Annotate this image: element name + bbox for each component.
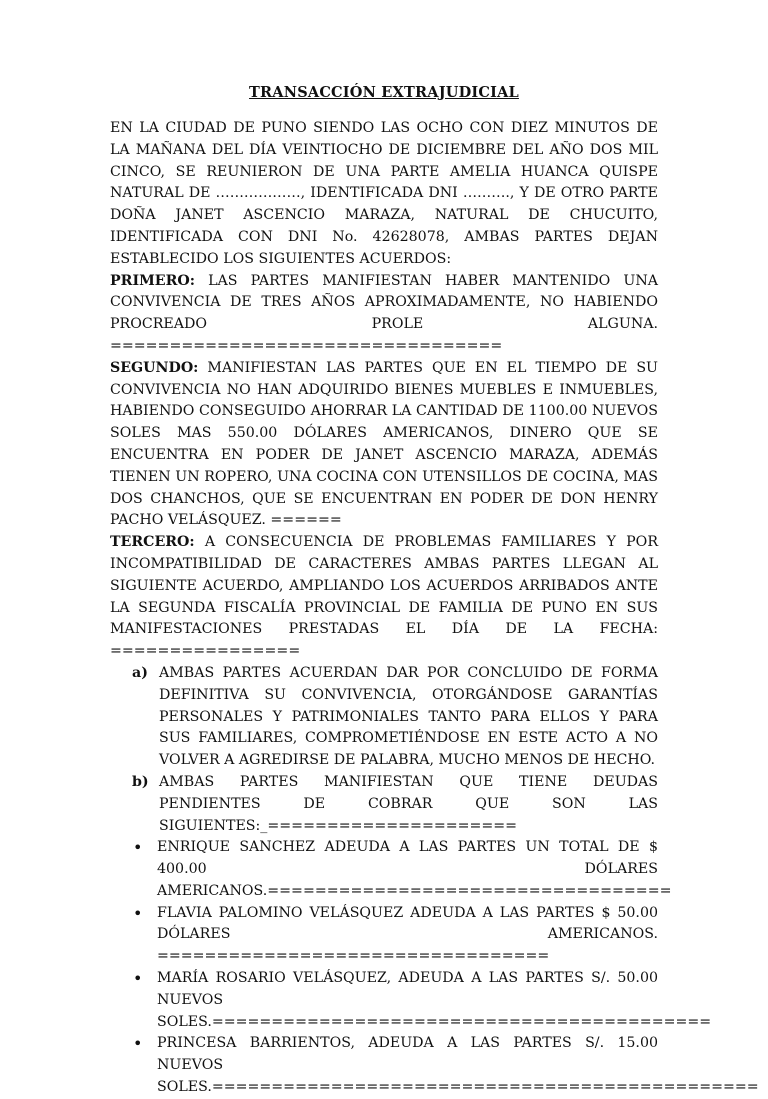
debt-item (110, 903, 658, 968)
debt-item (110, 837, 672, 902)
clause-text: MANIFIESTAN LAS PARTES QUE EN EL TIEMPO DE SU CONVIVENCIA NO HAN ADQUIRIDO BIENES MUEBLES E INMUEBLES, HABIENDO CONSEGUIDO AHORRAR LA CANTIDAD DE 1100.00 NUEVOS SOLES MAS 550.00 DÓLARES AMERICANOS, DINERO QUE SE ENCUENTRA EN PODER DE JANET ASCENCIO MARAZA, ADEMÁS TIENEN UN ROPERO, UNA COCINA CON UTENSILLOS DE COCINA, MAS DOS CHANCHOS, QUE SE ENCUENTRAN EN PODER DE DON HENRY PACHO VELÁSQUEZ. ====== (110, 359, 658, 529)
bullet-icon: • (133, 969, 143, 989)
document-body (110, 118, 759, 1099)
bullet-icon: • (133, 1034, 143, 1054)
clause-text: A CONSECUENCIA DE PROBLEMAS FAMILIARES Y POR INCOMPATIBILIDAD DE CARACTERES AMBAS PARTES LLEGAN AL SIGUIENTE ACUERDO, AMPLIANDO LOS ACUERDOS ARRIBADOS ANTE LA SEGUNDA FISCALÍA PROVINCIAL DE FAMILIA DE PUNO EN SUS MANIFESTACIONES PRESTADAS EL DÍA DE LA FECHA: ================ (110, 534, 658, 660)
bullet-icon: • (133, 903, 143, 923)
sublist-item-b (110, 772, 658, 837)
clause-text: LAS PARTES MANIFIESTAN HABER MANTENIDO UNA CONVIVENCIA DE TRES AÑOS APROXIMADAMENTE, NO HABIENDO PROCREADO PROLE ALGUNA. ================================= (110, 272, 658, 354)
debt-text: ENRIQUE SANCHEZ ADEUDA A LAS PARTES UN TOTAL DE $ 400.00 DÓLARES AMERICANOS.================================== (157, 839, 672, 899)
intro-paragraph: EN LA CIUDAD DE PUNO SIENDO LAS OCHO CON DIEZ MINUTOS DE LA MAÑANA DEL DÍA VEINTIOCHO DE DICIEMBRE DEL AÑO DOS MIL CINCO, SE REUNIERON DE UNA PARTE AMELIA HUANCA QUISPE NATURAL DE ………………, IDENTIFICADA DNI ………., Y DE OTRO PARTE DOÑA JANET ASCENCIO MARAZA, NATURAL DE CHUCUITO, IDENTIFICADA CON DNI No. 42628078, AMBAS PARTES DEJAN ESTABLECIDO LOS SIGUIENTES ACUERDOS: (110, 120, 658, 267)
debt-text: PRINCESA BARRIENTOS, ADEUDA A LAS PARTES S/. 15.00 NUEVOS SOLES.============================================== (157, 1035, 759, 1096)
sublist-marker: b) (132, 773, 149, 790)
document-title: TRANSACCIÓN EXTRAJUDICIAL (249, 84, 519, 101)
debt-text: MARÍA ROSARIO VELÁSQUEZ, ADEUDA A LAS PARTES S/. 50.00 NUEVOS SOLES.========================================== (157, 970, 712, 1030)
clause-lead: TERCERO: (110, 534, 195, 551)
debt-item (110, 1033, 759, 1098)
clause-primero (110, 271, 658, 358)
clause-tercero (110, 532, 658, 663)
debt-text: FLAVIA PALOMINO VELÁSQUEZ ADEUDA A LAS PARTES $ 50.00 DÓLARES AMERICANOS. ================================= (157, 904, 658, 965)
clause-lead: SEGUNDO: (110, 359, 199, 376)
sublist-marker: a) (132, 664, 148, 681)
agreement-sublist (110, 663, 658, 837)
clause-lead: PRIMERO: (110, 272, 196, 289)
bullet-icon: • (133, 838, 143, 858)
sublist-text: AMBAS PARTES MANIFIESTAN QUE TIENE DEUDAS PENDIENTES DE COBRAR QUE SON LAS SIGUIENTES:_===================== (159, 773, 658, 834)
debts-list (110, 837, 759, 1099)
sublist-item-a (110, 663, 658, 772)
clause-segundo (110, 358, 658, 532)
sublist-text: AMBAS PARTES ACUERDAN DAR POR CONCLUIDO DE FORMA DEFINITIVA SU CONVIVENCIA, OTORGÁNDOSE GARANTÍAS PERSONALES Y PATRIMONIALES TANTO PARA ELLOS Y PARA SUS FAMILIARES, COMPROMETIÉNDOSE EN ESTE ACTO A NO VOLVER A AGREDIRSE DE PALABRA, MUCHO MENOS DE HECHO. (159, 664, 658, 769)
